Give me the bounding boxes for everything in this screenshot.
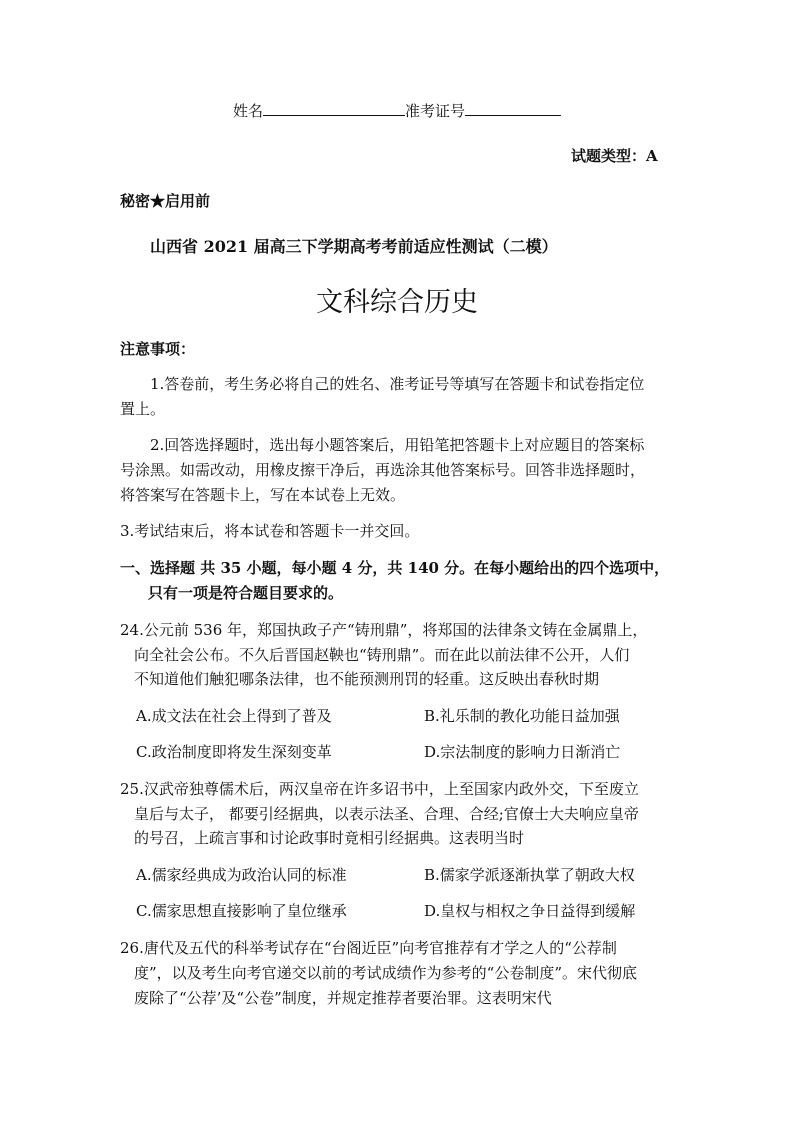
- question-24-line-1: 24.公元前 536 年，郑国执政子产“铸刑鼎”，将郑国的法律条文铸在金属鼎上，: [120, 621, 648, 639]
- question-25-option-d: D.皇权与相权之争日益得到缓解: [424, 902, 636, 920]
- question-25-line-1: 25.汉武帝独尊儒术后，两汉皇帝在许多诏书中，上至国家内政外交，下至废立: [120, 780, 639, 798]
- section-heading-line-2: 只有一项是符合题目要求的。: [148, 584, 344, 602]
- note-item-2-line-1: 2.回答选择题时，选出每小题答案后，用铅笔把答题卡上对应题目的答案标: [150, 436, 645, 454]
- question-24-option-d: D.宗法制度的影响力日渐消亡: [424, 743, 621, 761]
- question-25-line-2: 皇后与太子， 都要引经据典，以表示法圣、合理、合经;官僚士大夫响应皇帝: [134, 805, 639, 823]
- subject-title: 文科综合历史: [316, 287, 478, 318]
- question-26-line-3: 废除了“公荐’及“公卷”制度，并规定推荐者要治罪。这表明宋代: [134, 989, 552, 1007]
- question-24-option-b: B.礼乐制的教化功能日益加强: [424, 707, 620, 725]
- note-item-1-line-1: 1.答卷前，考生务必将自己的姓名、准考证号等填写在答题卡和试卷指定位: [150, 375, 645, 393]
- exam-title: 山西省 2021 届高三下学期高考考前适应性测试（二模）: [150, 237, 558, 256]
- question-24-line-2: 向全社会公布。不久后晋国赵鞅也“铸刑鼎”。而在此以前法律不公开，人们: [134, 646, 630, 664]
- note-item-2-line-2: 号涂黑。如需改动，用橡皮擦干净后，再选涂其他答案标号。回答非选择题时，: [120, 461, 646, 479]
- note-item-3: 3.考试结束后，将本试卷和答题卡一并交回。: [120, 522, 420, 540]
- question-24-option-c: C.政治制度即将发生深刻变革: [136, 743, 332, 761]
- note-item-2-line-3: 将答案写在答题卡上，写在本试卷上无效。: [120, 486, 406, 504]
- note-item-1-line-2: 置上。: [120, 400, 166, 418]
- name-blank: [263, 99, 405, 116]
- question-25-line-3: 的号召，上疏言事和讨论政事时竟相引经据典。这表明当时: [134, 829, 525, 847]
- section-heading-line-1: 一、选择题 共 35 小题，每小题 4 分，共 140 分。在每小题给出的四个选项中，: [120, 559, 670, 577]
- question-25-option-a: A.儒家经典成为政治认同的标准: [136, 866, 347, 884]
- question-25-option-b: B.儒家学派逐渐执掌了朝政大权: [424, 866, 635, 884]
- question-26-line-1: 26.唐代及五代的科举考试存在“台阁近臣”向考官推荐有才学之人的“公荐制: [120, 939, 617, 957]
- question-24-line-3: 不知道他们触犯哪条法律，也不能预测刑罚的轻重。这反映出春秋时期: [134, 670, 600, 688]
- question-26-line-2: 度”，以及考生向考官递交以前的考试成绩作为参考的“公卷制度”。宋代彻底: [134, 964, 638, 982]
- id-label: 准考证号: [405, 102, 466, 120]
- paper-type: 试题类型：A: [571, 147, 658, 165]
- id-blank: [465, 99, 561, 116]
- candidate-info-line: [233, 99, 561, 122]
- secret-label: 秘密★启用前: [120, 192, 211, 210]
- question-24-option-a: A.成文法在社会上得到了普及: [136, 707, 332, 725]
- name-label: 姓名: [233, 102, 264, 120]
- question-25-option-c: C.儒家思想直接影响了皇位继承: [136, 902, 347, 920]
- notes-heading: 注意事项：: [120, 340, 196, 358]
